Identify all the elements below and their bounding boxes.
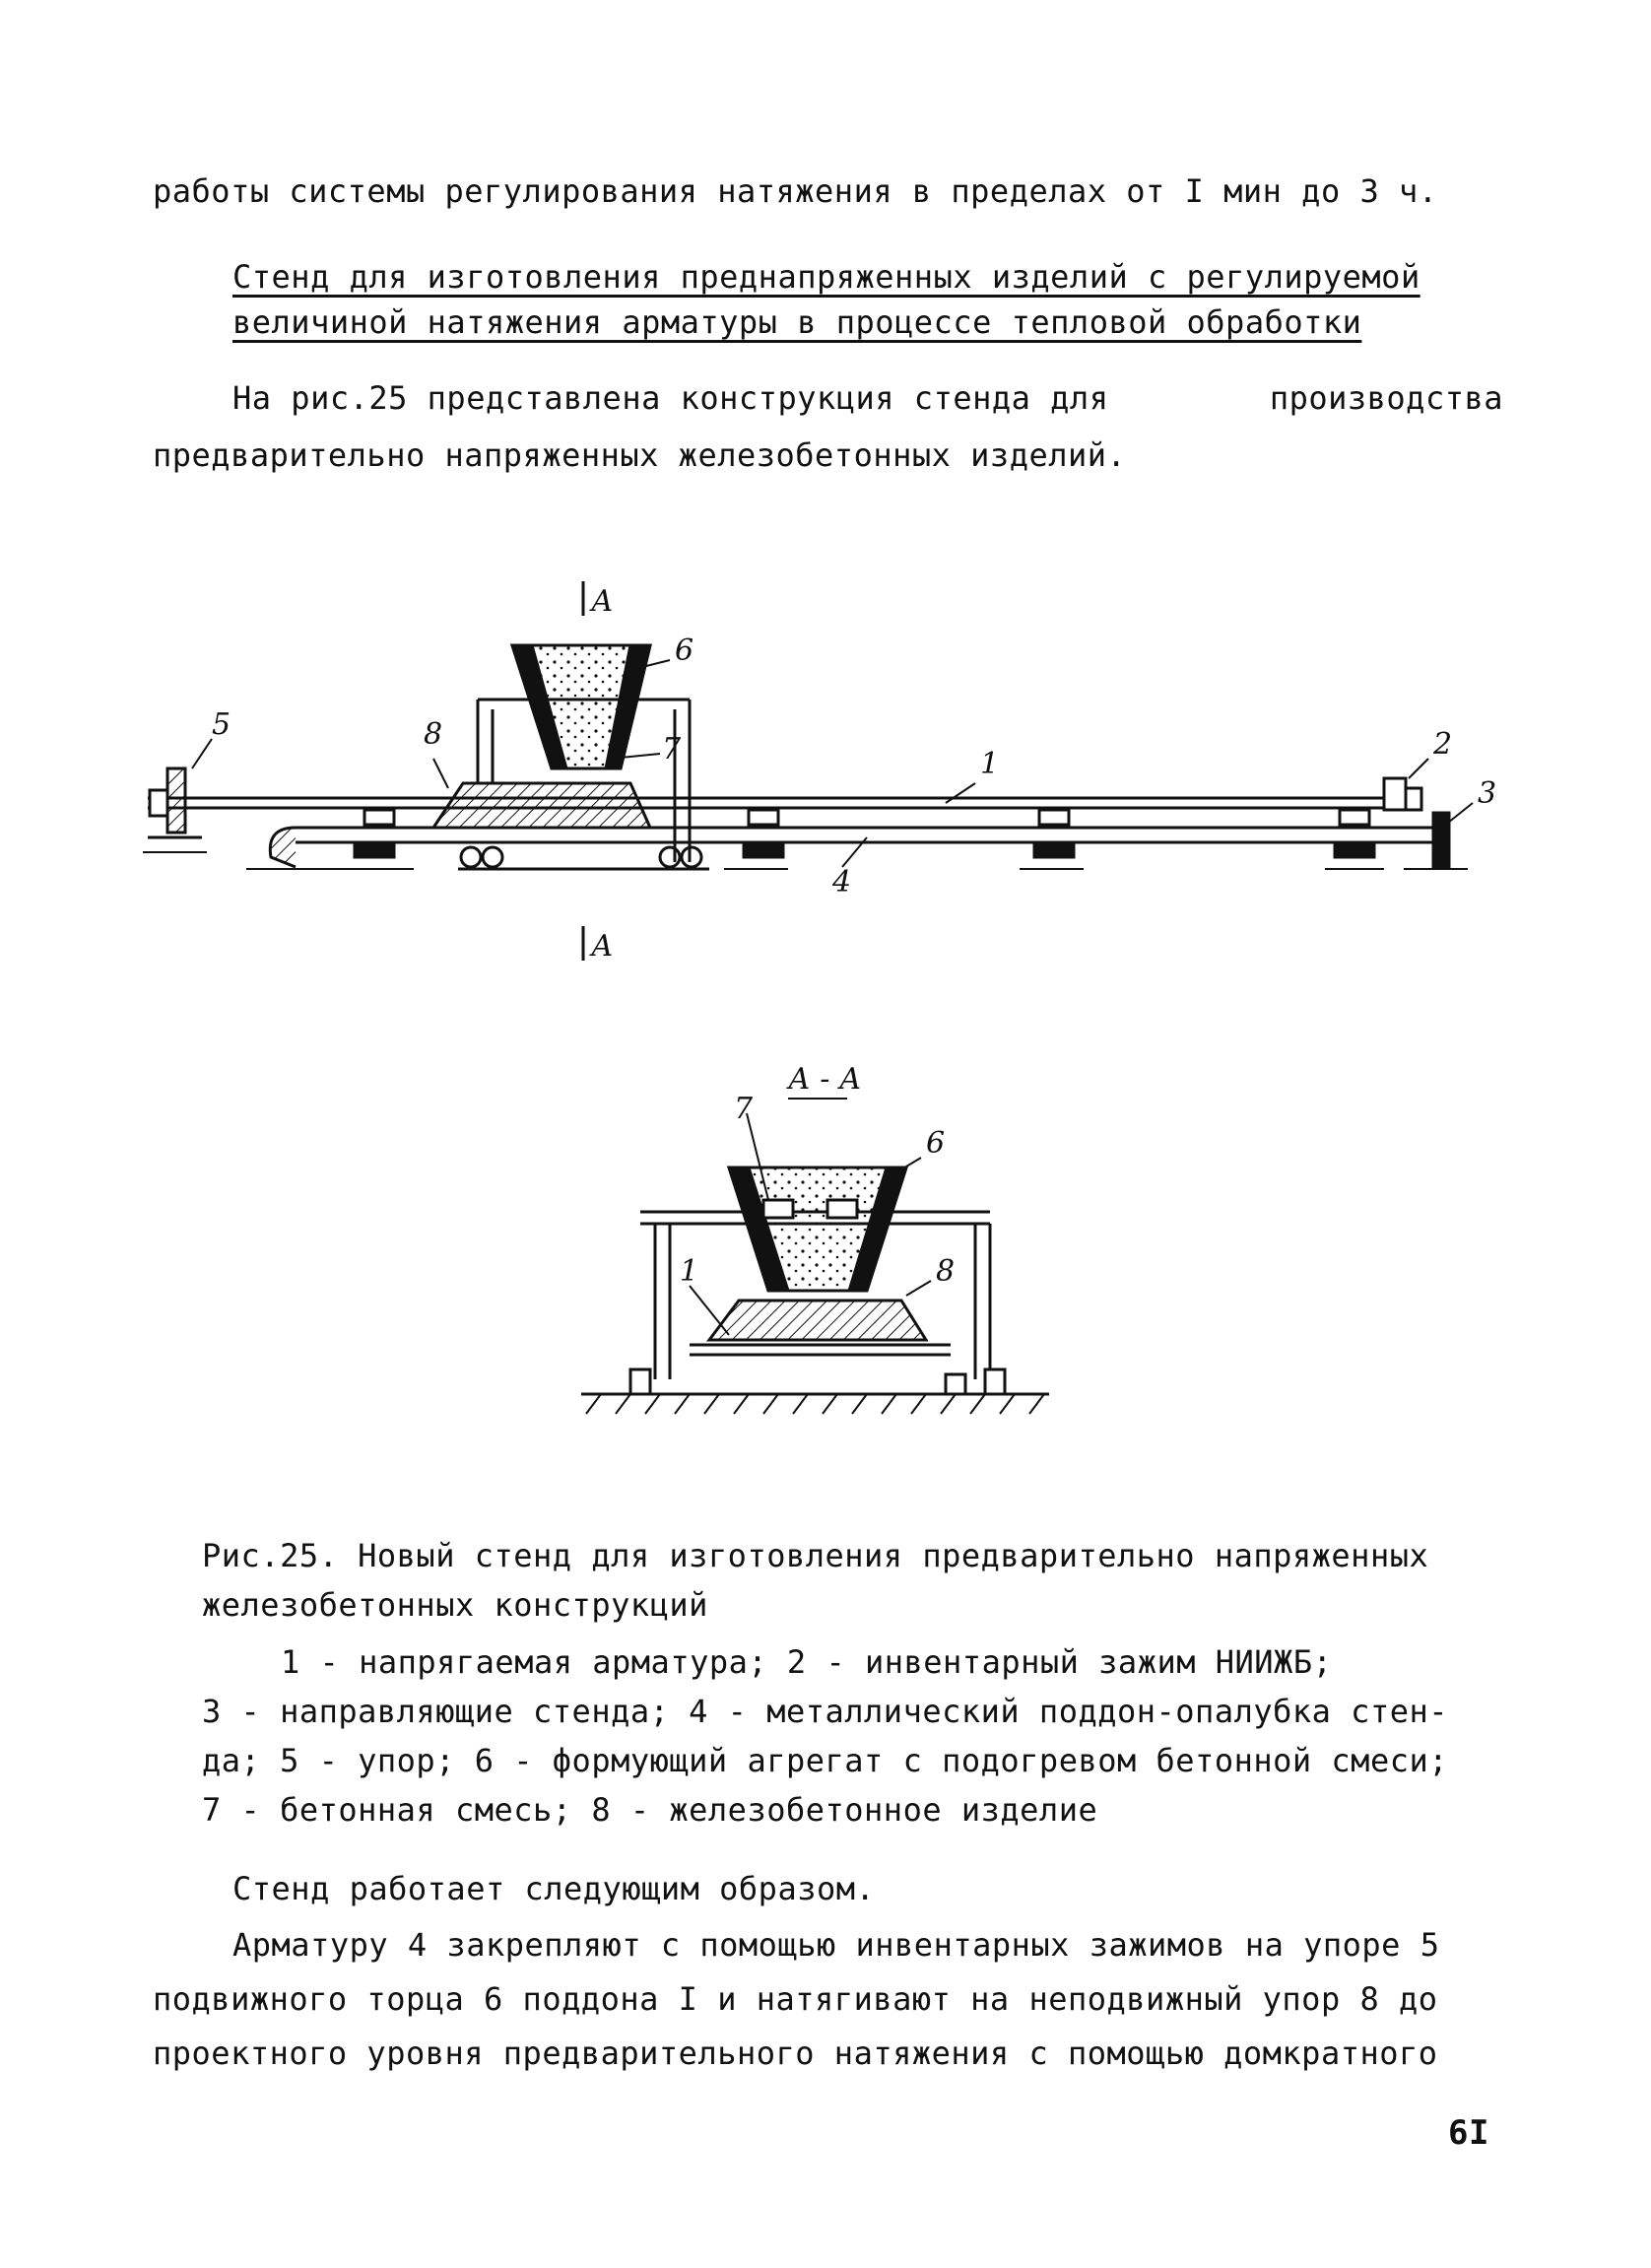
intro-line: работы системы регулирования натяжения в пределах от I мин до 3 ч. xyxy=(153,172,1438,210)
section-title: А - А xyxy=(788,1062,862,1097)
callout-1: 1 xyxy=(980,747,1000,781)
ground-marks xyxy=(143,852,1468,869)
section-callout-6: 6 xyxy=(926,1126,946,1161)
paragraph-1-line-1 xyxy=(232,379,1503,417)
page-number: 6I xyxy=(1448,2113,1489,2153)
caption-title-line-2: железобетонных конструкций xyxy=(202,1586,708,1624)
guide-3 xyxy=(1433,813,1449,867)
section-callout-1: 1 xyxy=(680,1254,699,1289)
paragraph-1-line-2: предварительно напряженных железобетонных изделий. xyxy=(153,436,1127,474)
paragraph-1-left: На рис.25 представлена конструкция стенда для xyxy=(232,379,1109,417)
callout-2: 2 xyxy=(1433,727,1453,762)
callout-4: 4 xyxy=(832,865,852,900)
figure-25-side-view xyxy=(0,562,1651,1005)
section-ground-hatch xyxy=(586,1394,1044,1414)
caption-legend-line-1: 1 - напрягаемая арматура; 2 - инвентарный зажим НИИЖБ; xyxy=(281,1643,1333,1681)
paragraph-1-right: производства xyxy=(1269,379,1503,417)
paragraph-3-line-2: подвижного торца 6 поддона I и натягивают на неподвижный упор 8 до xyxy=(153,1980,1438,2018)
callout-5: 5 xyxy=(212,707,231,742)
figure-25-section-view xyxy=(0,1054,1651,1429)
caption-legend-line-2: 3 - направляющие стенда; 4 - металлический поддон-опалубка стен- xyxy=(202,1693,1448,1730)
stop-5 xyxy=(167,768,185,833)
callout-7: 7 xyxy=(662,732,682,767)
paragraph-3-line-1: Арматуру 4 закрепляют с помощью инвентарных зажимов на упоре 5 xyxy=(232,1926,1440,1964)
clamp-2 xyxy=(1384,778,1406,810)
caption-legend-line-3: да; 5 - упор; 6 - формующий агрегат с подогревом бетонной смеси; xyxy=(202,1742,1448,1779)
section-mix-7a xyxy=(763,1200,793,1218)
section-callout-8: 8 xyxy=(936,1254,956,1289)
trolley-wheels xyxy=(461,847,701,867)
paragraph-2: Стенд работает следующим образом. xyxy=(232,1870,876,1907)
section-product-8 xyxy=(709,1301,926,1340)
anchor-curl xyxy=(270,828,296,867)
section-title-line-1: Стенд для изготовления преднапряженных изделий с регулируемой xyxy=(232,258,1420,296)
paragraph-3-line-3: проектного уровня предварительного натяжения с помощью домкратного xyxy=(153,2035,1438,2072)
product-8 xyxy=(433,783,650,828)
callout-8: 8 xyxy=(424,717,443,752)
section-mix-7b xyxy=(827,1200,857,1218)
section-callout-7: 7 xyxy=(734,1092,754,1126)
caption-legend-line-4: 7 - бетонная смесь; 8 - железобетонное изделие xyxy=(202,1791,1098,1829)
section-mark-bottom: А xyxy=(591,929,614,964)
callout-6: 6 xyxy=(675,634,694,668)
section-mark-top: А xyxy=(591,584,614,619)
caption-title-line-1: Рис.25. Новый стенд для изготовления предварительно напряженных xyxy=(202,1537,1429,1574)
section-title-line-2: величиной натяжения арматуры в процессе тепловой обработки xyxy=(232,303,1362,341)
callout-3: 3 xyxy=(1478,776,1497,811)
